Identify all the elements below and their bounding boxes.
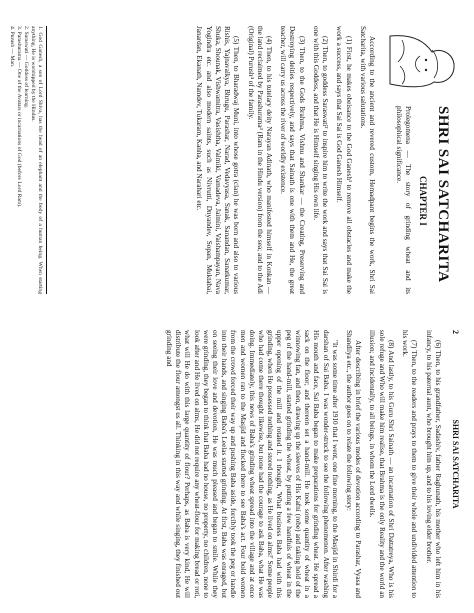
paragraph: (1) First, he makes obeisance to the God Ganesh¹ to remove all obstacles and make the work a success, and says that Sai Sai is God Ganesh Himself. — [335, 26, 353, 294]
paragraph: (3) Then, to the Gods Brahma, Vishnu and Shankar — the Creating, Preserving and Destroying deities respectively, and says that Sainath is one with them and He, the great teacher, will carry us across the river of worldly existence. — [279, 26, 306, 294]
paragraph: (4) Then, to his tutelary deity Narayan Adinath, who manifested himself in Konkan — the land reclaimed by Parashurama³ (Ram in the Hindu version) from the sea; and to the Adi (Original) Purush⁴ of the family. — [246, 26, 274, 294]
page-number: 2 — [451, 330, 460, 334]
left-page — [0, 8, 474, 304]
running-head-title: SHRI SAI SATCHARITA — [451, 419, 460, 509]
paragraph: (2) Then, to goddess Saraswati² to inspire him to write the work and says that Sai Sai is one with this Goddess, and that He is Himself singing His own life. — [311, 26, 330, 294]
sai-baba-sketch-icon — [386, 26, 460, 92]
book-title: SHRI SAI SATCHARITA — [435, 106, 451, 283]
paragraph: According to the ancient and revered custom, Hemadpant begins the work, Shri Sai Satcharita, with various salutations. — [358, 26, 376, 294]
paragraph: (7) Then, to the readers and prays to them to give their whole and undivided attention to his work. — [401, 330, 419, 598]
chapter-heading: CHAPTER I — [418, 176, 428, 226]
paragraph: "It was some time after 1910 that I went, one fine morning, to the Masjid in Shirdi for a darshan of Sai Baba. I was wonder-struck to see the following phenomenon. After washing His mouth and face, Sai Baba began to make preparations for grinding wheat. He spread a sack on the floor; and thereon set a hand-mill. He took some quantity of wheat in a winnowing fan, and then, drawing up the sleeves of His Kafni (robe) and taking hold of the peg of the hand-mill, started grinding the wheat, by putting a few handfuls of wheat in the upper opening of the mill and rotated it. I thought, 'What business Baba had with this grinding, when He possessed nothing and stored nothing, as He lived on alms!' Some people who had come there thought likewise, but none had the courage to ask Baba, what He was doing. Immediately, this news of Baba's grinding wheat spread into the village and at once men and women ran to the Masjid and flocked there to see Baba's act. Four bold women from the crowd forced their way up and pushing Baba aside, forcibly took the peg or handle into their hands, and singing Baba's Leelas started grinding. At first, Baba was enraged, but on seeing their love and devotion, He was much pleased and began to smile. While they were grinding, they began to think that Baba had no house, no property, no children, none to look after and He lived on alms, He did not require any wheat-flour for making bread or roti, what will He do with this large quantity of flour? Perhaps, as Baba is very kind, He will distribute the flour amongst us all. Thinking in this way and while singing, they finished out grinding and — [164, 330, 339, 598]
paragraph: (8) And lastly, to his Guru Shri Sainath — an incarnation of Shri Dattatreya, Who is his sole refuge and Who will make him realise, that Brahma is the only Reality and the world an illusion; and incidentally, to all beings, in whom the Lord dwells. — [368, 330, 395, 598]
footnote: 1. God Ganesh, a son of Lord Shiva, has the head of an elephant and the body of a human being. When starting anything, He is worshipped by the Hindus. — [29, 26, 43, 294]
right-page — [0, 312, 474, 608]
chapter-title-block — [382, 26, 460, 294]
chapter-prolog: Prolegomena — The story of grinding wheat and its philosophical significance. — [394, 106, 412, 294]
footnotes — [8, 26, 47, 294]
paragraph: (6) Then, to his grandfather, Sadashiv, father Raghunath, his mother who left him in his infancy, to his paternal aunt, who brought him up, and to his loving elder brother. — [424, 330, 442, 598]
footnote: 2. Saraswati — Goddess of learning. — [22, 26, 29, 109]
footnote: 4. Purush — Man. — [8, 26, 15, 68]
running-head — [450, 330, 460, 598]
footnote: 3. Parashurama — One of the Avatars or incarnations of God (before Lord Ram). — [15, 26, 22, 208]
paragraph: After describing in brief the various modes of devotion according to Parashar, Vyasa and Shandilya etc., the author goes on to relate the following story: — [345, 330, 363, 598]
paragraph: (5) Then, to Bharadwaj Muni, into whose gotra (clan) he was born and also to various Rishis, Yajnavalkya, Bhrugu, Parashar, Narad, Vedavyasa, Sanak, Sanandan, Sanatkumar, Shuka, Shounak, Vishwamitra, Vasishtha, Valmiki, Vamadeva, Jaimini, Vaishampayan, Nava Yogindra etc. and also modern saints, such as Nivrutti, Dnyandev, Sopan, Muktabai, Janardan, Ekanath, Namdev, Tukaram, Kanha, and Narahari etc. — [195, 26, 241, 294]
